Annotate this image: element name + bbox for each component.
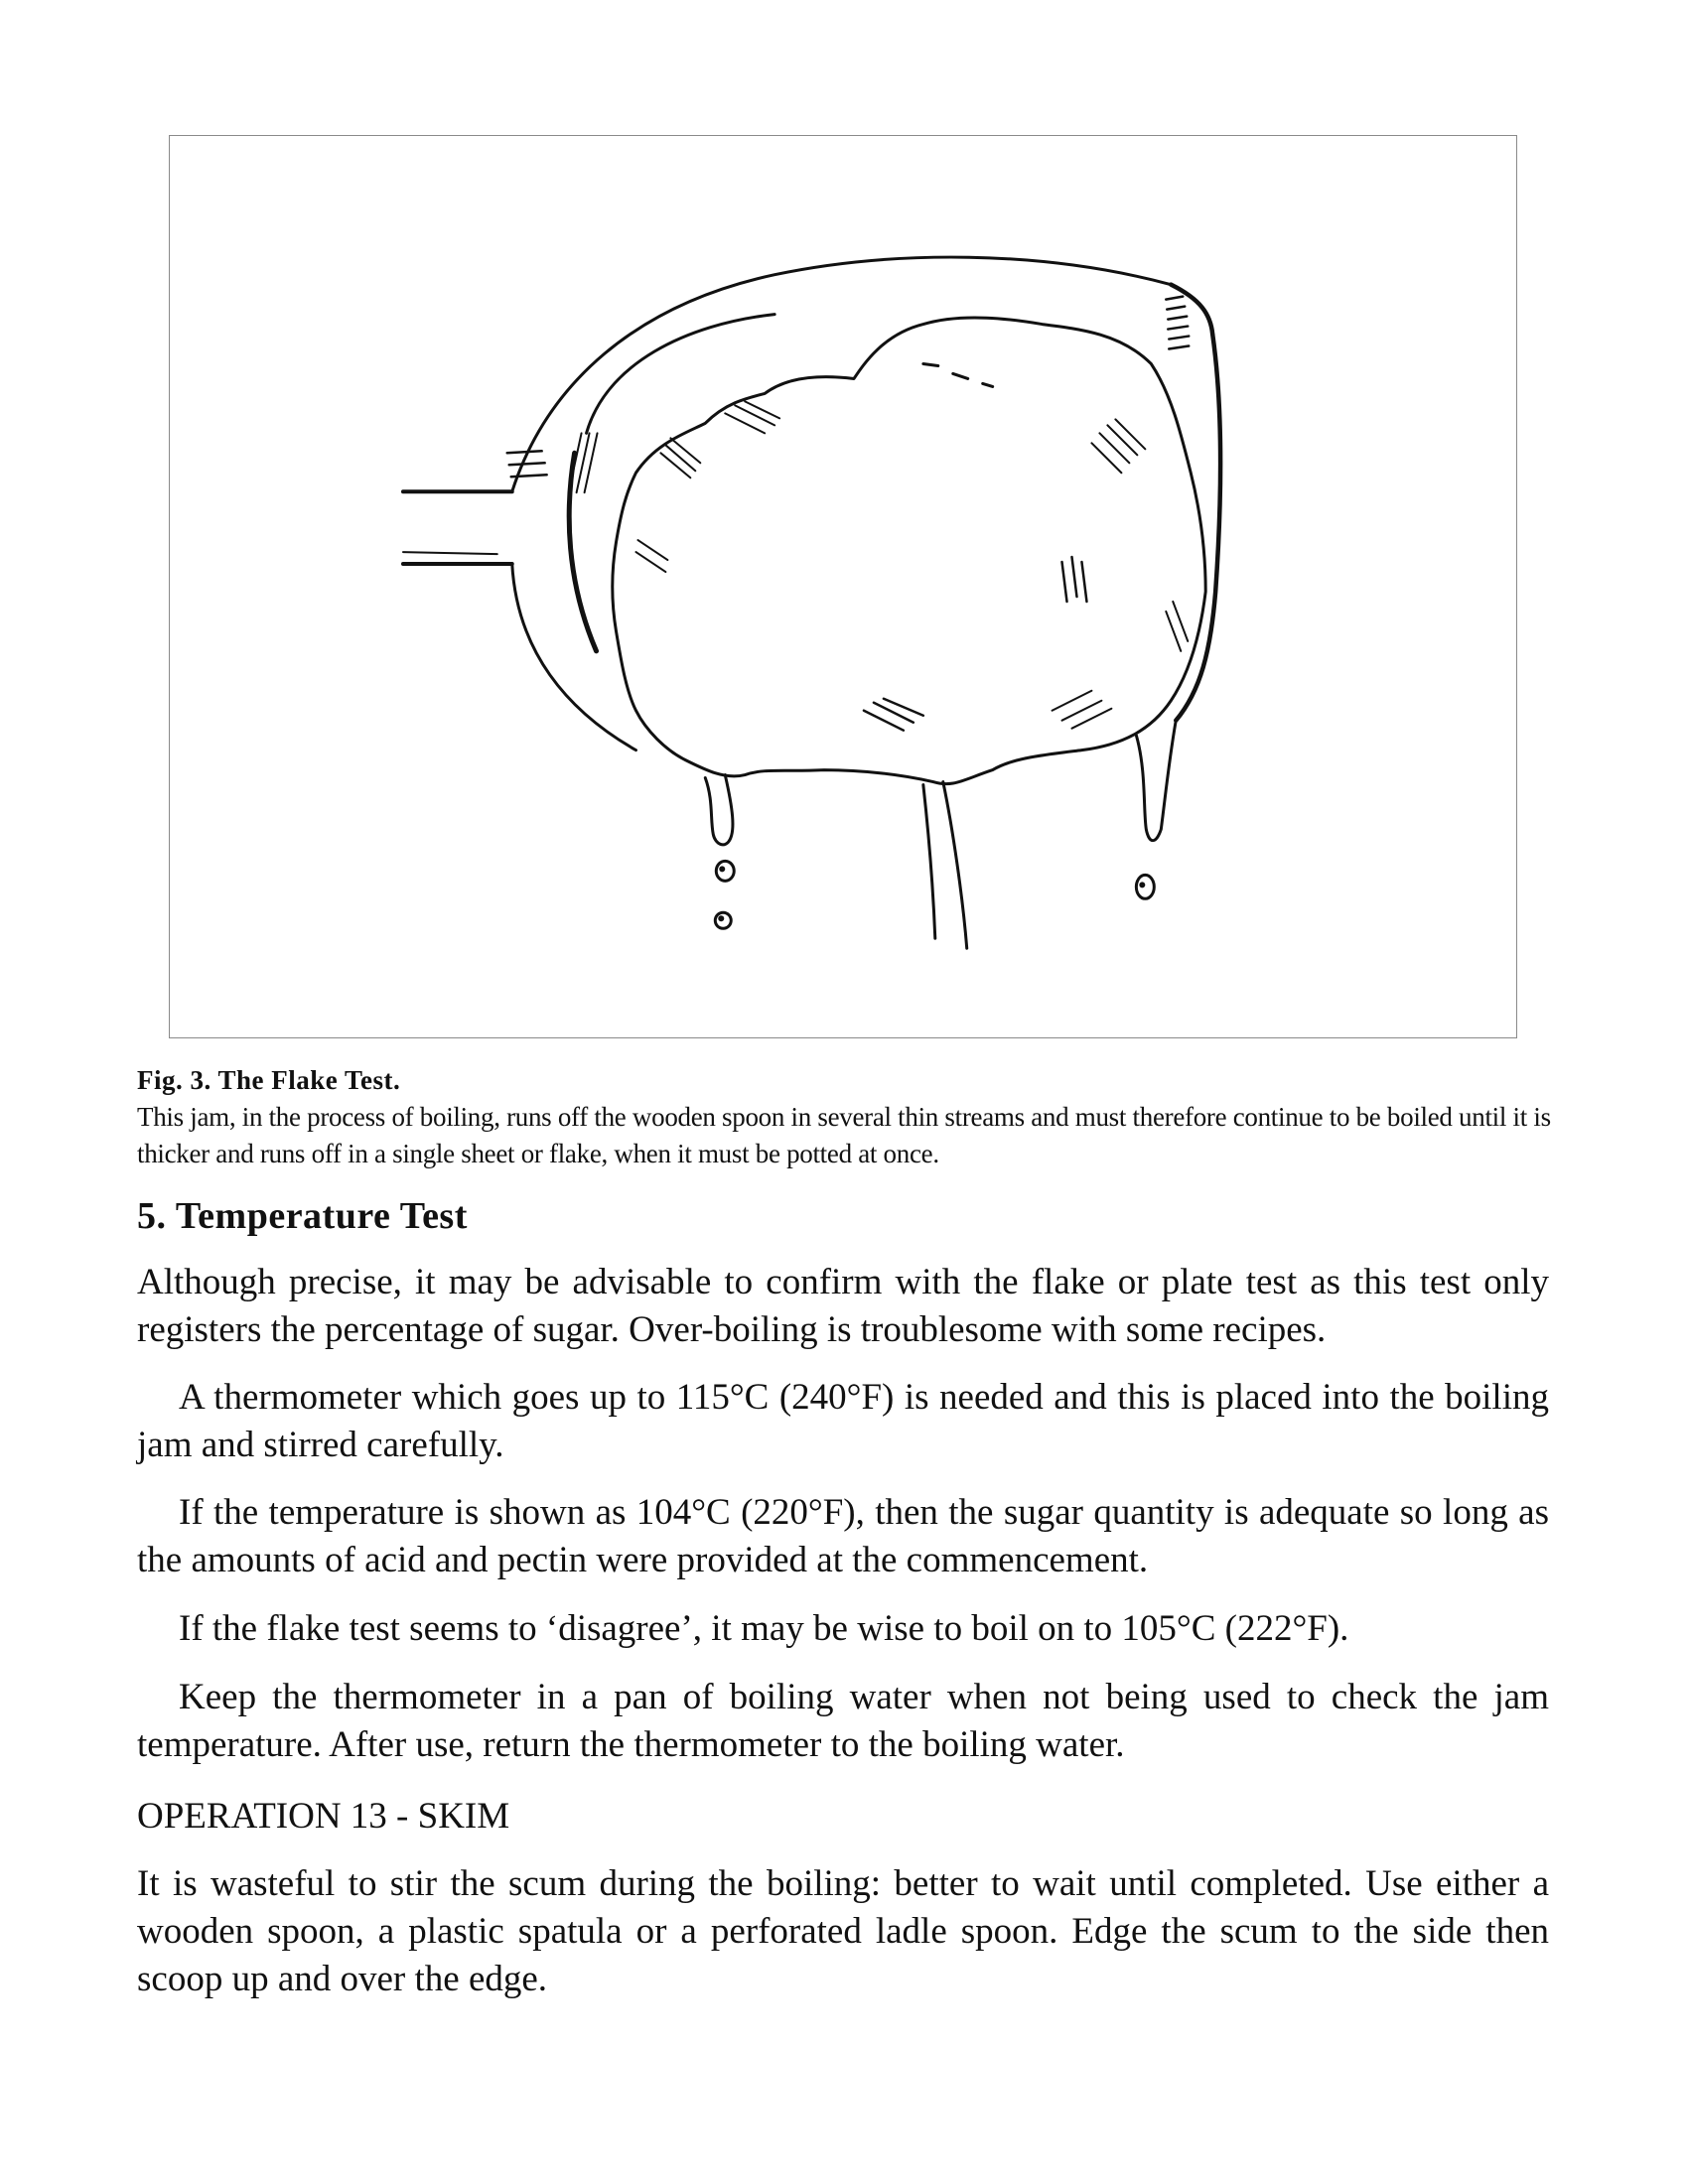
drop-1 bbox=[716, 861, 734, 881]
paragraph: It is wasteful to stir the scum during the boiling: better to wait until completed. Use either a wooden spoon, a plastic spatula or a perforated ladle spoon. Edge the scum to the side then scoop up and over the edge. bbox=[137, 1863, 1549, 1999]
paragraph: If the flake test seems to ‘disagree’, it may be wise to boil on to 105°C (222°F). bbox=[179, 1608, 1349, 1649]
figure-caption-text: This jam, in the process of boiling, runs off the wooden spoon in several thin streams and must therefore continue to be boiled until it is thicker and runs off in a single sheet or flake, when it must be potted at once. bbox=[137, 1102, 1551, 1168]
drop-3 bbox=[1136, 875, 1154, 898]
jam-blob-outline bbox=[613, 318, 1205, 784]
paragraph: A thermometer which goes up to 115°C (240°F) is needed and this is placed into the boiling jam and stirred carefully. bbox=[137, 1377, 1549, 1465]
paragraph: Although precise, it may be advisable to confirm with the flake or plate test as this test only registers the percentage of sugar. Over-boiling is troublesome with some recipes. bbox=[137, 1262, 1549, 1350]
section-heading: 5. Temperature Test bbox=[137, 1195, 468, 1237]
figure-label: Fig. 3. The Flake Test. bbox=[137, 1065, 401, 1095]
drip-right bbox=[1136, 721, 1176, 841]
paragraph: Keep the thermometer in a pan of boiling water when not being used to check the jam temperature. After use, return the thermometer to the boiling water. bbox=[137, 1677, 1549, 1765]
operation-heading: OPERATION 13 - SKIM bbox=[137, 1796, 510, 1837]
figure-caption bbox=[137, 1062, 1552, 1172]
spoon-bowl-outer bbox=[512, 257, 1172, 491]
figure-frame bbox=[169, 135, 1517, 1038]
drip-center bbox=[923, 782, 967, 949]
paragraph: If the temperature is shown as 104°C (220°F), then the sugar quantity is adequate so long as the amounts of acid and pectin were provided at the commencement. bbox=[137, 1492, 1549, 1580]
jam-dripping-spoon-illustration bbox=[170, 136, 1516, 1037]
drip-left bbox=[705, 775, 733, 845]
